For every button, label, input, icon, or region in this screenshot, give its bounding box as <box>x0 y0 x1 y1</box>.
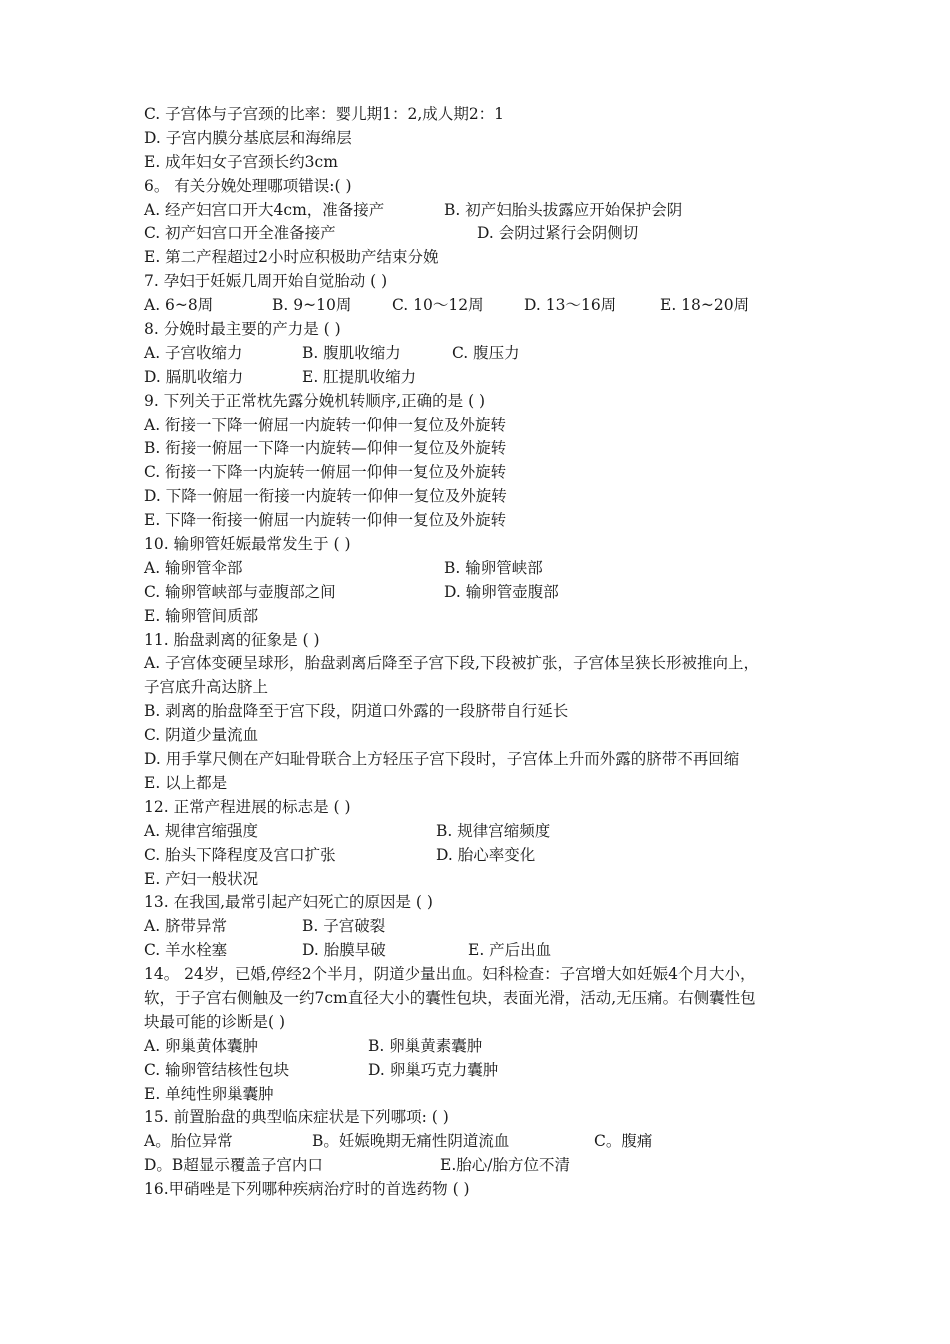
option: A. 经产妇宫口开大4cm，准备接产 <box>144 200 385 219</box>
option-row <box>144 1035 824 1059</box>
line-text: D. 下降一俯屈一衔接一内旋转一仰伸一复位及外旋转 <box>144 487 507 506</box>
line-text: 块最可能的诊断是( ) <box>144 1012 286 1031</box>
option: D。B超显示覆盖子宫内口 <box>144 1156 323 1175</box>
line-text: A. 子宫体变硬呈球形，胎盘剥离后降至子宫下段,下段被扩张，子宫体呈狭长形被推向上， <box>144 654 759 673</box>
option: D. 膈肌收缩力 <box>144 367 244 386</box>
option: C. 腹压力 <box>452 343 520 362</box>
line-text: 7. 孕妇于妊娠几周开始自觉胎动 ( ) <box>144 272 388 291</box>
text-line <box>144 103 824 127</box>
text-line <box>144 868 824 892</box>
line-text: E. 输卵管间质部 <box>144 606 259 625</box>
option: E. 肛提肌收缩力 <box>302 367 417 386</box>
text-line <box>144 485 824 509</box>
question-title <box>144 1178 824 1202</box>
question-text <box>144 103 824 1202</box>
line-text: E. 单纯性卵巢囊肿 <box>144 1084 274 1103</box>
text-line <box>144 437 824 461</box>
line-text: 10. 输卵管妊娠最常发生于 ( ) <box>144 535 351 554</box>
option: A. 规律宫缩强度 <box>144 821 259 840</box>
option: E. 产后出血 <box>468 941 552 960</box>
question-title <box>144 963 824 987</box>
text-line <box>144 151 824 175</box>
option-row <box>144 342 824 366</box>
option: A. 卵巢黄体囊肿 <box>144 1036 259 1055</box>
line-text: A. 衔接一下降一俯屈一内旋转一仰伸一复位及外旋转 <box>144 415 507 434</box>
option: C. 胎头下降程度及宫口扩张 <box>144 845 336 864</box>
question-title <box>144 629 824 653</box>
option-row <box>144 939 824 963</box>
text-line <box>144 676 824 700</box>
option: B. 9~10周 <box>272 296 352 315</box>
option: B. 输卵管峡部 <box>444 558 543 577</box>
text-line <box>144 605 824 629</box>
line-text: 12. 正常产程进展的标志是 ( ) <box>144 797 351 816</box>
line-text: E. 下降一衔接一俯屈一内旋转一仰伸一复位及外旋转 <box>144 511 507 530</box>
line-text: D. 子宫内膜分基底层和海绵层 <box>144 128 352 147</box>
question-title <box>144 796 824 820</box>
line-text: 16.甲硝唑是下列哪种疾病治疗时的首选药物 ( ) <box>144 1180 470 1199</box>
option-row <box>144 581 824 605</box>
option: A. 脐带异常 <box>144 917 228 936</box>
line-text: C. 子宫体与子宫颈的比率：婴儿期1：2,成人期2：1 <box>144 105 505 123</box>
option-row <box>144 294 824 318</box>
text-line <box>144 414 824 438</box>
line-text: 14。 24岁，已婚,停经2个半月，阴道少量出血。妇科检查：子宫增大如妊娠4个月大小， <box>144 965 756 984</box>
line-text: C. 阴道少量流血 <box>144 726 259 745</box>
option: D. 输卵管壶腹部 <box>444 582 559 601</box>
line-text: 11. 胎盘剥离的征象是 ( ) <box>144 630 320 649</box>
option-row <box>144 820 824 844</box>
option: D. 13～16周 <box>524 296 617 315</box>
text-line <box>144 1011 824 1035</box>
line-text: C. 衔接一下降一内旋转一俯屈一仰伸一复位及外旋转 <box>144 463 507 482</box>
option: A。胎位异常 <box>144 1132 233 1151</box>
line-text: E. 产妇一般状况 <box>144 869 259 888</box>
option: B. 腹肌收缩力 <box>302 343 401 362</box>
line-text: 15. 前置胎盘的典型临床症状是下列哪项: ( ) <box>144 1108 449 1127</box>
option-row <box>144 366 824 390</box>
text-line <box>144 987 824 1011</box>
option-row <box>144 222 824 246</box>
option: D. 胎心率变化 <box>436 845 536 864</box>
line-text: E. 成年妇女子宫颈长约3cm <box>144 152 338 171</box>
line-text: 6。 有关分娩处理哪项错误:( ) <box>144 176 352 195</box>
option: A. 6~8周 <box>144 296 214 315</box>
question-title <box>144 891 824 915</box>
option: C. 10～12周 <box>392 296 484 315</box>
text-line <box>144 1083 824 1107</box>
text-line <box>144 724 824 748</box>
option: A. 子宫收缩力 <box>144 343 243 362</box>
option-row <box>144 1059 824 1083</box>
line-text: E. 第二产程超过2小时应积极助产结束分娩 <box>144 248 439 267</box>
question-title <box>144 270 824 294</box>
option: A. 输卵管伞部 <box>144 558 243 577</box>
line-text: 软，于子宫右侧触及一约7cm直径大小的囊性包块，表面光滑，活动,无压痛。右侧囊性包 <box>144 988 756 1007</box>
line-text: E. 以上都是 <box>144 773 228 792</box>
text-line <box>144 509 824 533</box>
text-line <box>144 127 824 151</box>
option-row <box>144 199 824 223</box>
option: C. 输卵管结核性包块 <box>144 1060 290 1079</box>
option: C. 输卵管峡部与壶腹部之间 <box>144 582 336 601</box>
option: B. 卵巢黄素囊肿 <box>368 1036 483 1055</box>
question-title <box>144 533 824 557</box>
text-line <box>144 772 824 796</box>
option-row <box>144 915 824 939</box>
option-row <box>144 557 824 581</box>
line-text: B. 剥离的胎盘降至于宫下段，阴道口外露的一段脐带自行延长 <box>144 702 569 721</box>
text-line <box>144 700 824 724</box>
question-title <box>144 390 824 414</box>
text-line <box>144 652 824 676</box>
line-text: B. 衔接一俯屈一下降一内旋转—仰伸一复位及外旋转 <box>144 439 507 458</box>
option: B. 规律宫缩频度 <box>436 821 551 840</box>
option: B. 子宫破裂 <box>302 917 386 936</box>
option: E.胎心/胎方位不清 <box>440 1156 570 1175</box>
line-text: 13. 在我国,最常引起产妇死亡的原因是 ( ) <box>144 893 433 912</box>
line-text: D. 用手掌尺侧在产妇耻骨联合上方轻压子宫下段时，子宫体上升而外露的脐带不再回缩 <box>144 750 740 769</box>
line-text: 子宫底升高达脐上 <box>144 678 269 697</box>
text-line <box>144 246 824 270</box>
option: D. 胎膜早破 <box>302 941 386 960</box>
question-title <box>144 175 824 199</box>
option: C. 羊水栓塞 <box>144 941 228 960</box>
option: B。妊娠晚期无痛性阴道流血 <box>312 1132 510 1151</box>
text-line <box>144 748 824 772</box>
line-text: 8. 分娩时最主要的产力是 ( ) <box>144 320 341 339</box>
option: D. 卵巢巧克力囊肿 <box>368 1060 499 1079</box>
option: B. 初产妇胎头拔露应开始保护会阴 <box>444 200 683 219</box>
option-row <box>144 1154 824 1178</box>
option: C。腹痛 <box>594 1132 653 1151</box>
line-text: 9. 下列关于正常枕先露分娩机转顺序,正确的是 ( ) <box>144 391 486 410</box>
option: D. 会阴过紧行会阴侧切 <box>477 224 639 243</box>
option-row <box>144 844 824 868</box>
text-line <box>144 461 824 485</box>
question-title <box>144 1106 824 1130</box>
option: E. 18~20周 <box>660 296 750 315</box>
question-title <box>144 318 824 342</box>
option: C. 初产妇宫口开全准备接产 <box>144 224 336 243</box>
option-row <box>144 1130 824 1154</box>
